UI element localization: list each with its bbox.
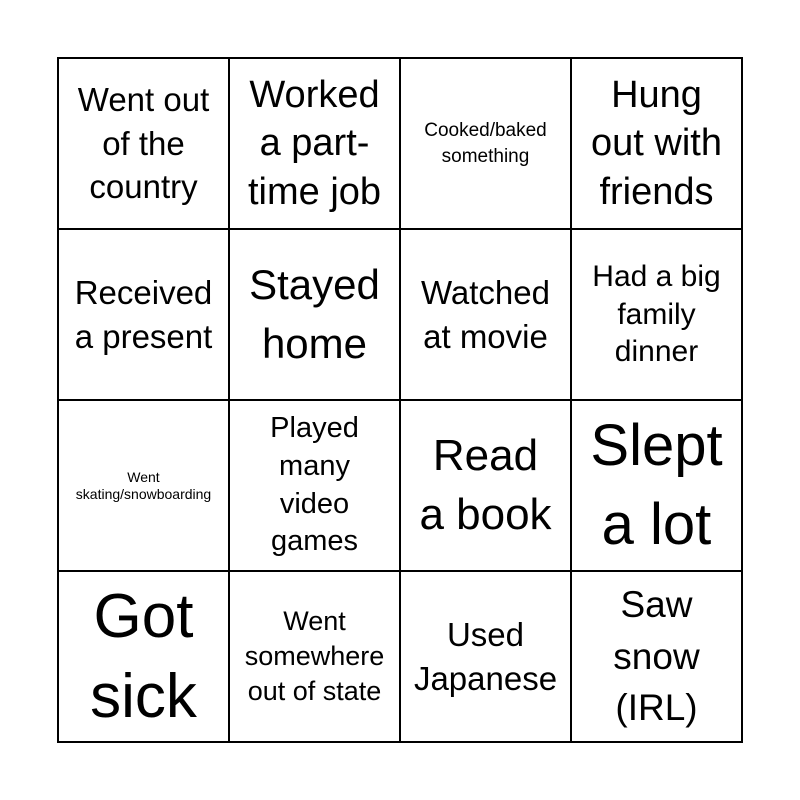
bingo-board [57,57,743,743]
bingo-cell-text: Hung out with friends [591,73,722,213]
bingo-cell-r4c3[interactable] [400,571,571,742]
bingo-cell-r1c1[interactable] [58,58,229,229]
bingo-cell-r1c3[interactable] [400,58,571,229]
bingo-cell-r3c2[interactable] [229,400,400,571]
bingo-cell-r2c3[interactable] [400,229,571,400]
bingo-cell-text: Went out of the country [77,80,210,206]
bingo-cell-r1c2[interactable] [229,58,400,229]
bingo-cell-text: Went skating/snowboarding [75,468,212,502]
bingo-cell-text: Watched at movie [420,273,550,355]
bingo-cell-r2c4[interactable] [571,229,742,400]
bingo-cell-text: Saw snow (IRL) [613,583,700,729]
bingo-cell-r2c1[interactable] [58,229,229,400]
bingo-cell-r3c3[interactable] [400,400,571,571]
bingo-cell-text: Went somewhere out of state [244,605,385,707]
bingo-cell-text: Received a present [74,273,213,355]
bingo-cell-text: Worked a part- time job [247,73,382,213]
bingo-cell-text: Read a book [419,430,552,539]
bingo-cell-r1c4[interactable] [571,58,742,229]
bingo-cell-text: Stayed home [249,260,380,367]
bingo-cell-text: Slept a lot [590,413,723,557]
bingo-cell-r3c1[interactable] [58,400,229,571]
bingo-cell-text: Played many video games [270,412,359,558]
bingo-cell-text: Had a big family dinner [592,260,721,369]
bingo-cell-r4c2[interactable] [229,571,400,742]
bingo-cell-r4c4[interactable] [571,571,742,742]
bingo-cell-r2c2[interactable] [229,229,400,400]
bingo-cell-text: Got sick [90,582,197,731]
bingo-cell-text: Cooked/baked something [424,119,547,167]
bingo-cell-text: Used Japanese [413,615,558,697]
bingo-cell-r3c4[interactable] [571,400,742,571]
bingo-cell-r4c1[interactable] [58,571,229,742]
